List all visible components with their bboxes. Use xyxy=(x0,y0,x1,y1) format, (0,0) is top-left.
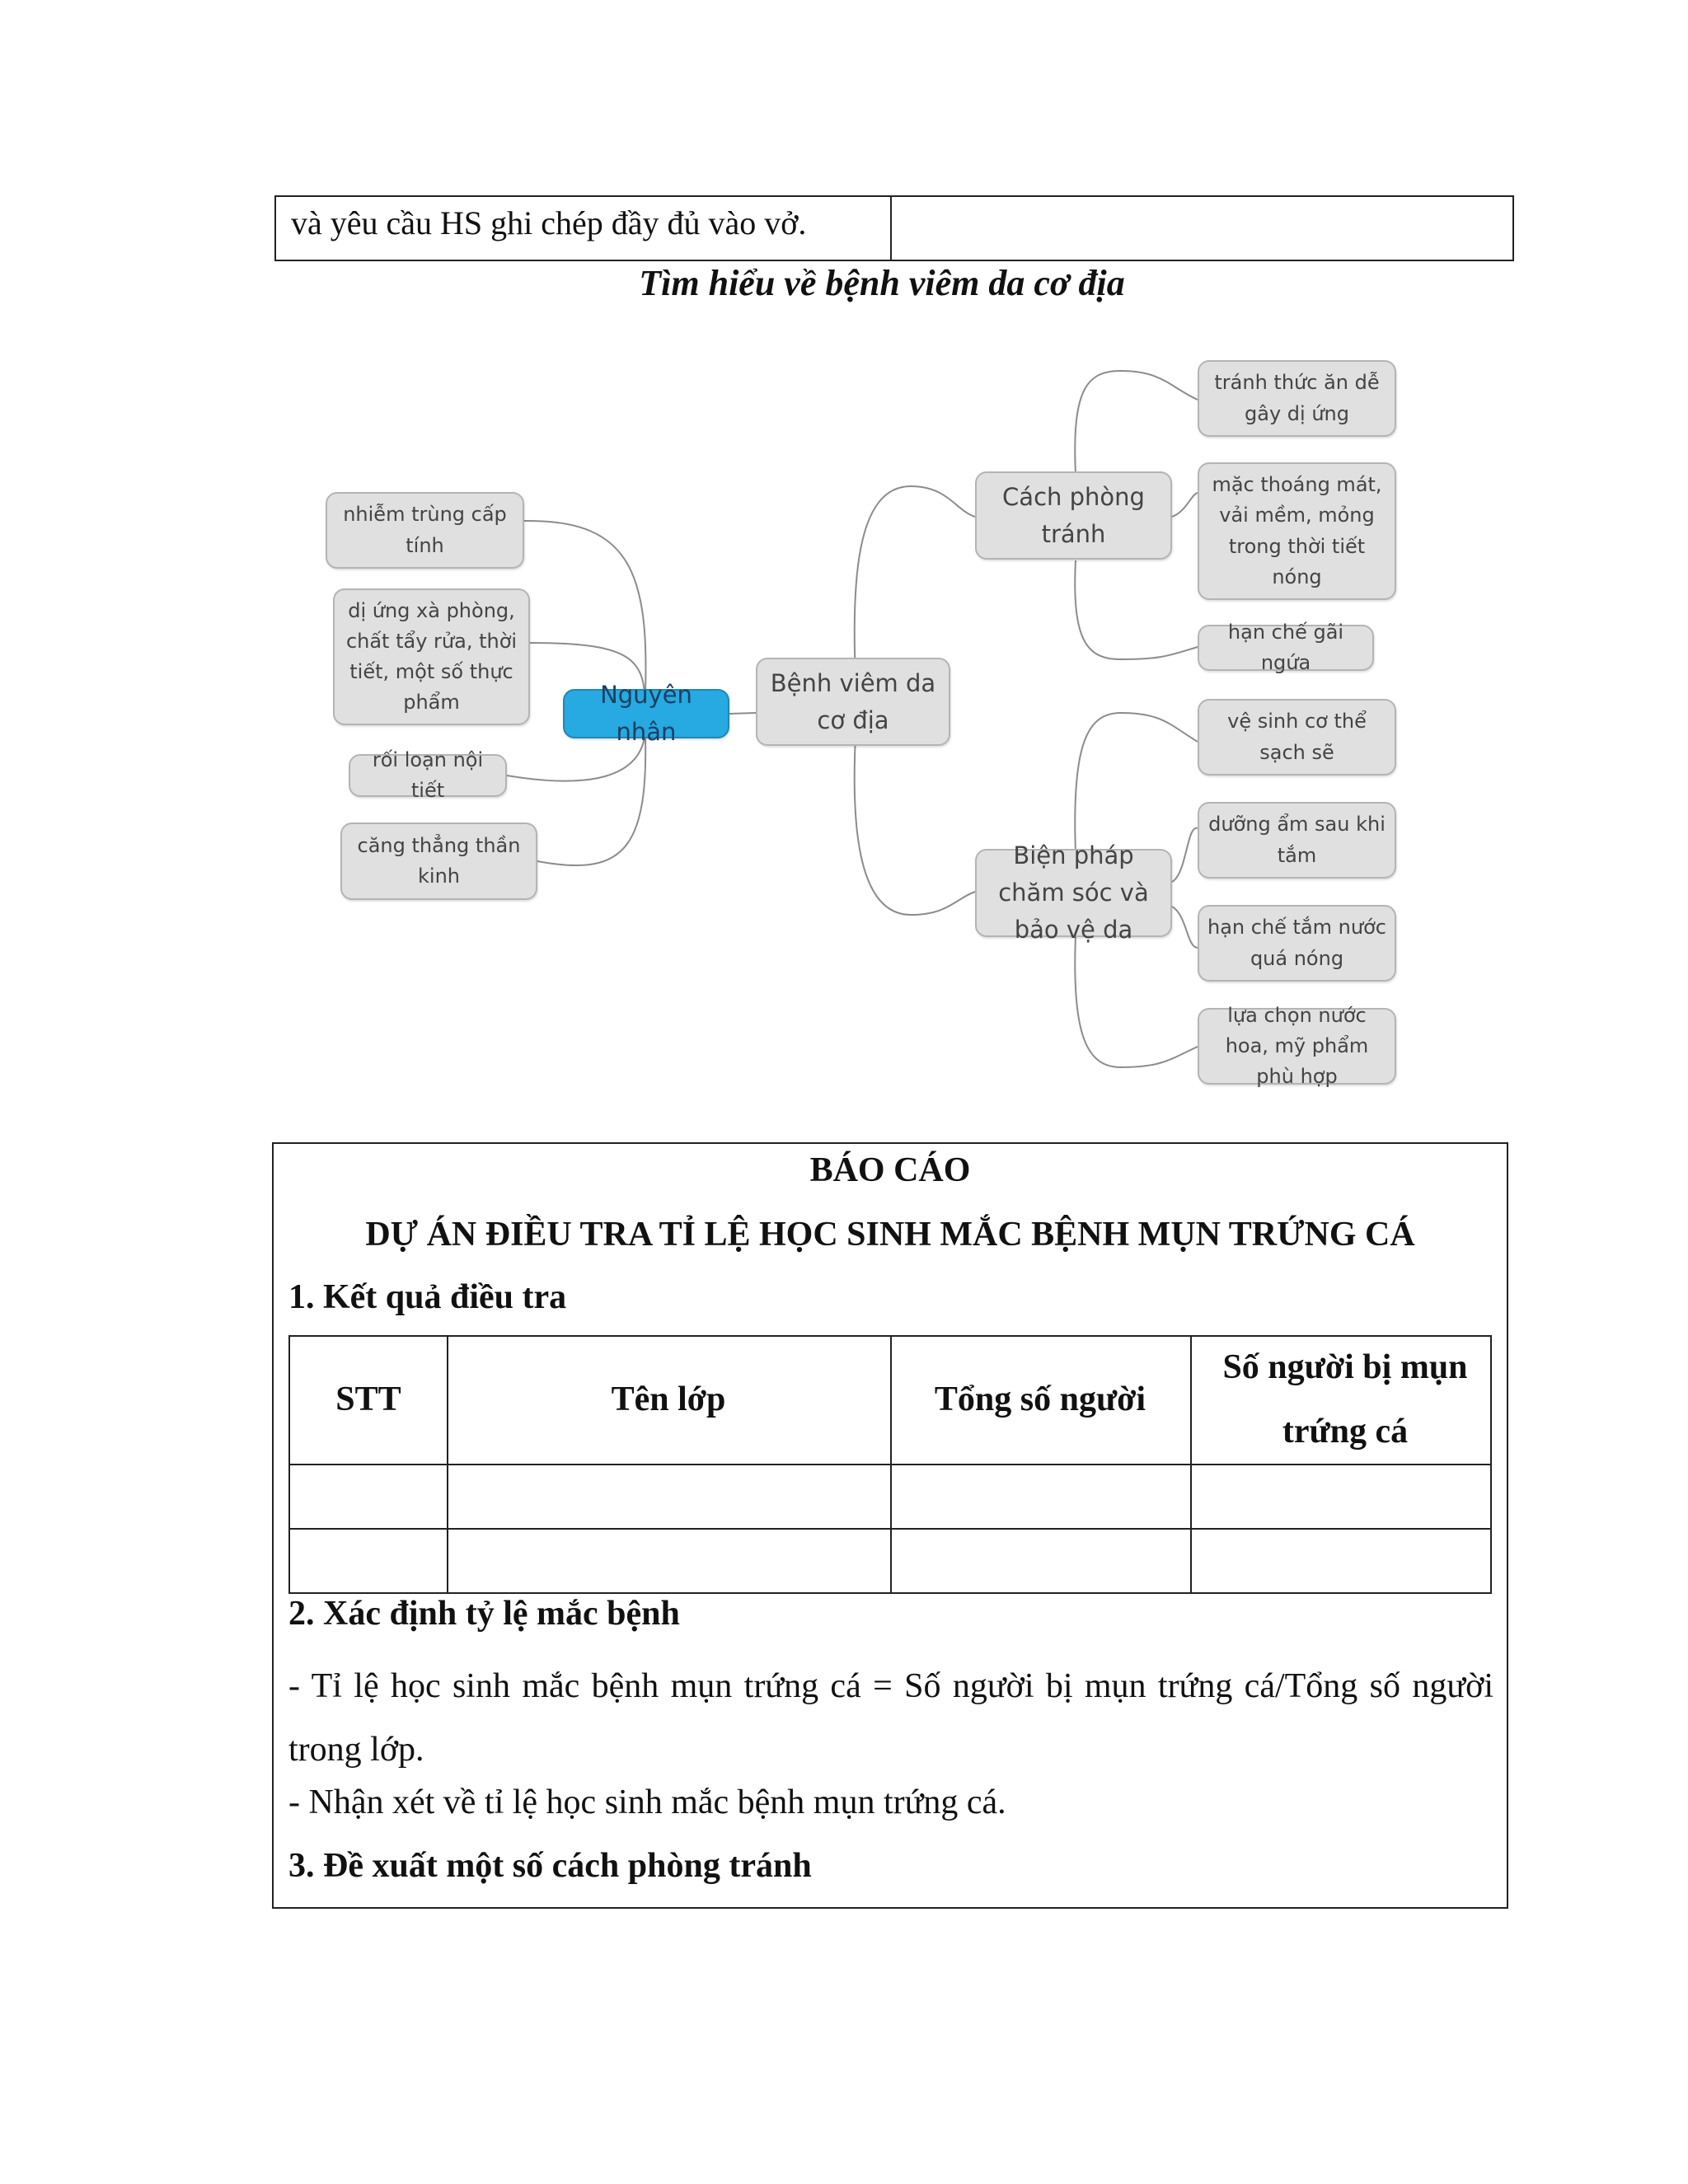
report-subheading: DỰ ÁN ĐIỀU TRA TỈ LỆ HỌC SINH MẮC BỆNH MỤN TRỨNG CÁ xyxy=(365,1216,1415,1254)
care-item-node: dưỡng ẩm sau khi tắm xyxy=(1198,802,1396,879)
connector-care-item-1 xyxy=(1075,713,1198,853)
connector-root-cause xyxy=(729,713,756,714)
connector-prevention-item-3 xyxy=(1075,560,1198,659)
connector-prevention-item-1 xyxy=(1075,371,1198,474)
mindmap-care-node: Biện pháp chăm sóc và bảo vệ da xyxy=(975,849,1172,937)
table-cell xyxy=(447,1464,890,1528)
mindmap-title: Tìm hiểu về bệnh viêm da cơ địa xyxy=(639,263,1125,303)
prevention-item-node: hạn chế gãi ngứa xyxy=(1198,625,1374,671)
mindmap-cause-node: Nguyên nhân xyxy=(563,689,729,738)
connector-care-item-3 xyxy=(1172,907,1198,948)
section3-heading: 3. Đề xuất một số cách phòng tránh xyxy=(288,1847,812,1885)
prevention-item-node: mặc thoáng mát, vải mềm, mỏng trong thời tiết nóng xyxy=(1198,462,1396,600)
care-item-node: vệ sinh cơ thể sạch sẽ xyxy=(1198,699,1396,776)
mindmap-root-node: Bệnh viêm da cơ địa xyxy=(756,658,950,746)
prevention-item-node: tránh thức ăn dễ gây dị ứng xyxy=(1198,360,1396,437)
cause-item-node: căng thẳng thần kinh xyxy=(340,823,537,900)
section1-heading: 1. Kết quả điều tra xyxy=(288,1278,567,1316)
table-cell xyxy=(290,1464,447,1528)
table-header-stt: STT xyxy=(335,1380,401,1419)
table-header-total: Tổng số người xyxy=(934,1380,1146,1419)
care-item-node: lựa chọn nước hoa, mỹ phẩm phù hợp xyxy=(1198,1008,1396,1085)
connector-care-item-2 xyxy=(1172,828,1198,882)
table-cell xyxy=(890,1464,1190,1528)
connector-prevention-item-2 xyxy=(1172,493,1198,517)
mindmap-prevention-node: Cách phòng tránh xyxy=(975,471,1172,560)
ratio-formula-paragraph: - Tỉ lệ học sinh mắc bệnh mụn trứng cá = Số người bị mụn trứng cá/Tổng số người trong lớp. xyxy=(288,1667,1493,1769)
table-cell xyxy=(1190,1464,1493,1528)
table-cell xyxy=(890,1528,1190,1592)
care-item-node: hạn chế tắm nước quá nóng xyxy=(1198,905,1396,982)
table-cell xyxy=(447,1528,890,1592)
cause-item-node: nhiễm trùng cấp tính xyxy=(326,492,524,569)
section2-heading: 2. Xác định tỷ lệ mắc bệnh xyxy=(288,1595,680,1633)
connector-care-item-4 xyxy=(1075,935,1198,1067)
table-header-class: Tên lớp xyxy=(611,1380,726,1419)
report-box xyxy=(272,1142,1508,1909)
table-cell xyxy=(290,1528,447,1592)
survey-table xyxy=(288,1335,1492,1594)
cause-item-node: dị ứng xà phòng, chất tẩy rửa, thời tiết, một số thực phẩm xyxy=(333,588,530,725)
ratio-comment-paragraph: - Nhận xét về tỉ lệ học sinh mắc bệnh mụn trứng cá. xyxy=(288,1783,1006,1821)
table-cell xyxy=(1190,1528,1493,1592)
report-heading: BÁO CÁO xyxy=(809,1151,971,1189)
cause-item-node: rối loạn nội tiết xyxy=(349,754,507,797)
top-table-left-cell: và yêu cầu HS ghi chép đầy đủ vào vở. xyxy=(276,197,892,260)
table-header-acne-count: Số người bị mụn trứng cá xyxy=(1222,1348,1468,1451)
